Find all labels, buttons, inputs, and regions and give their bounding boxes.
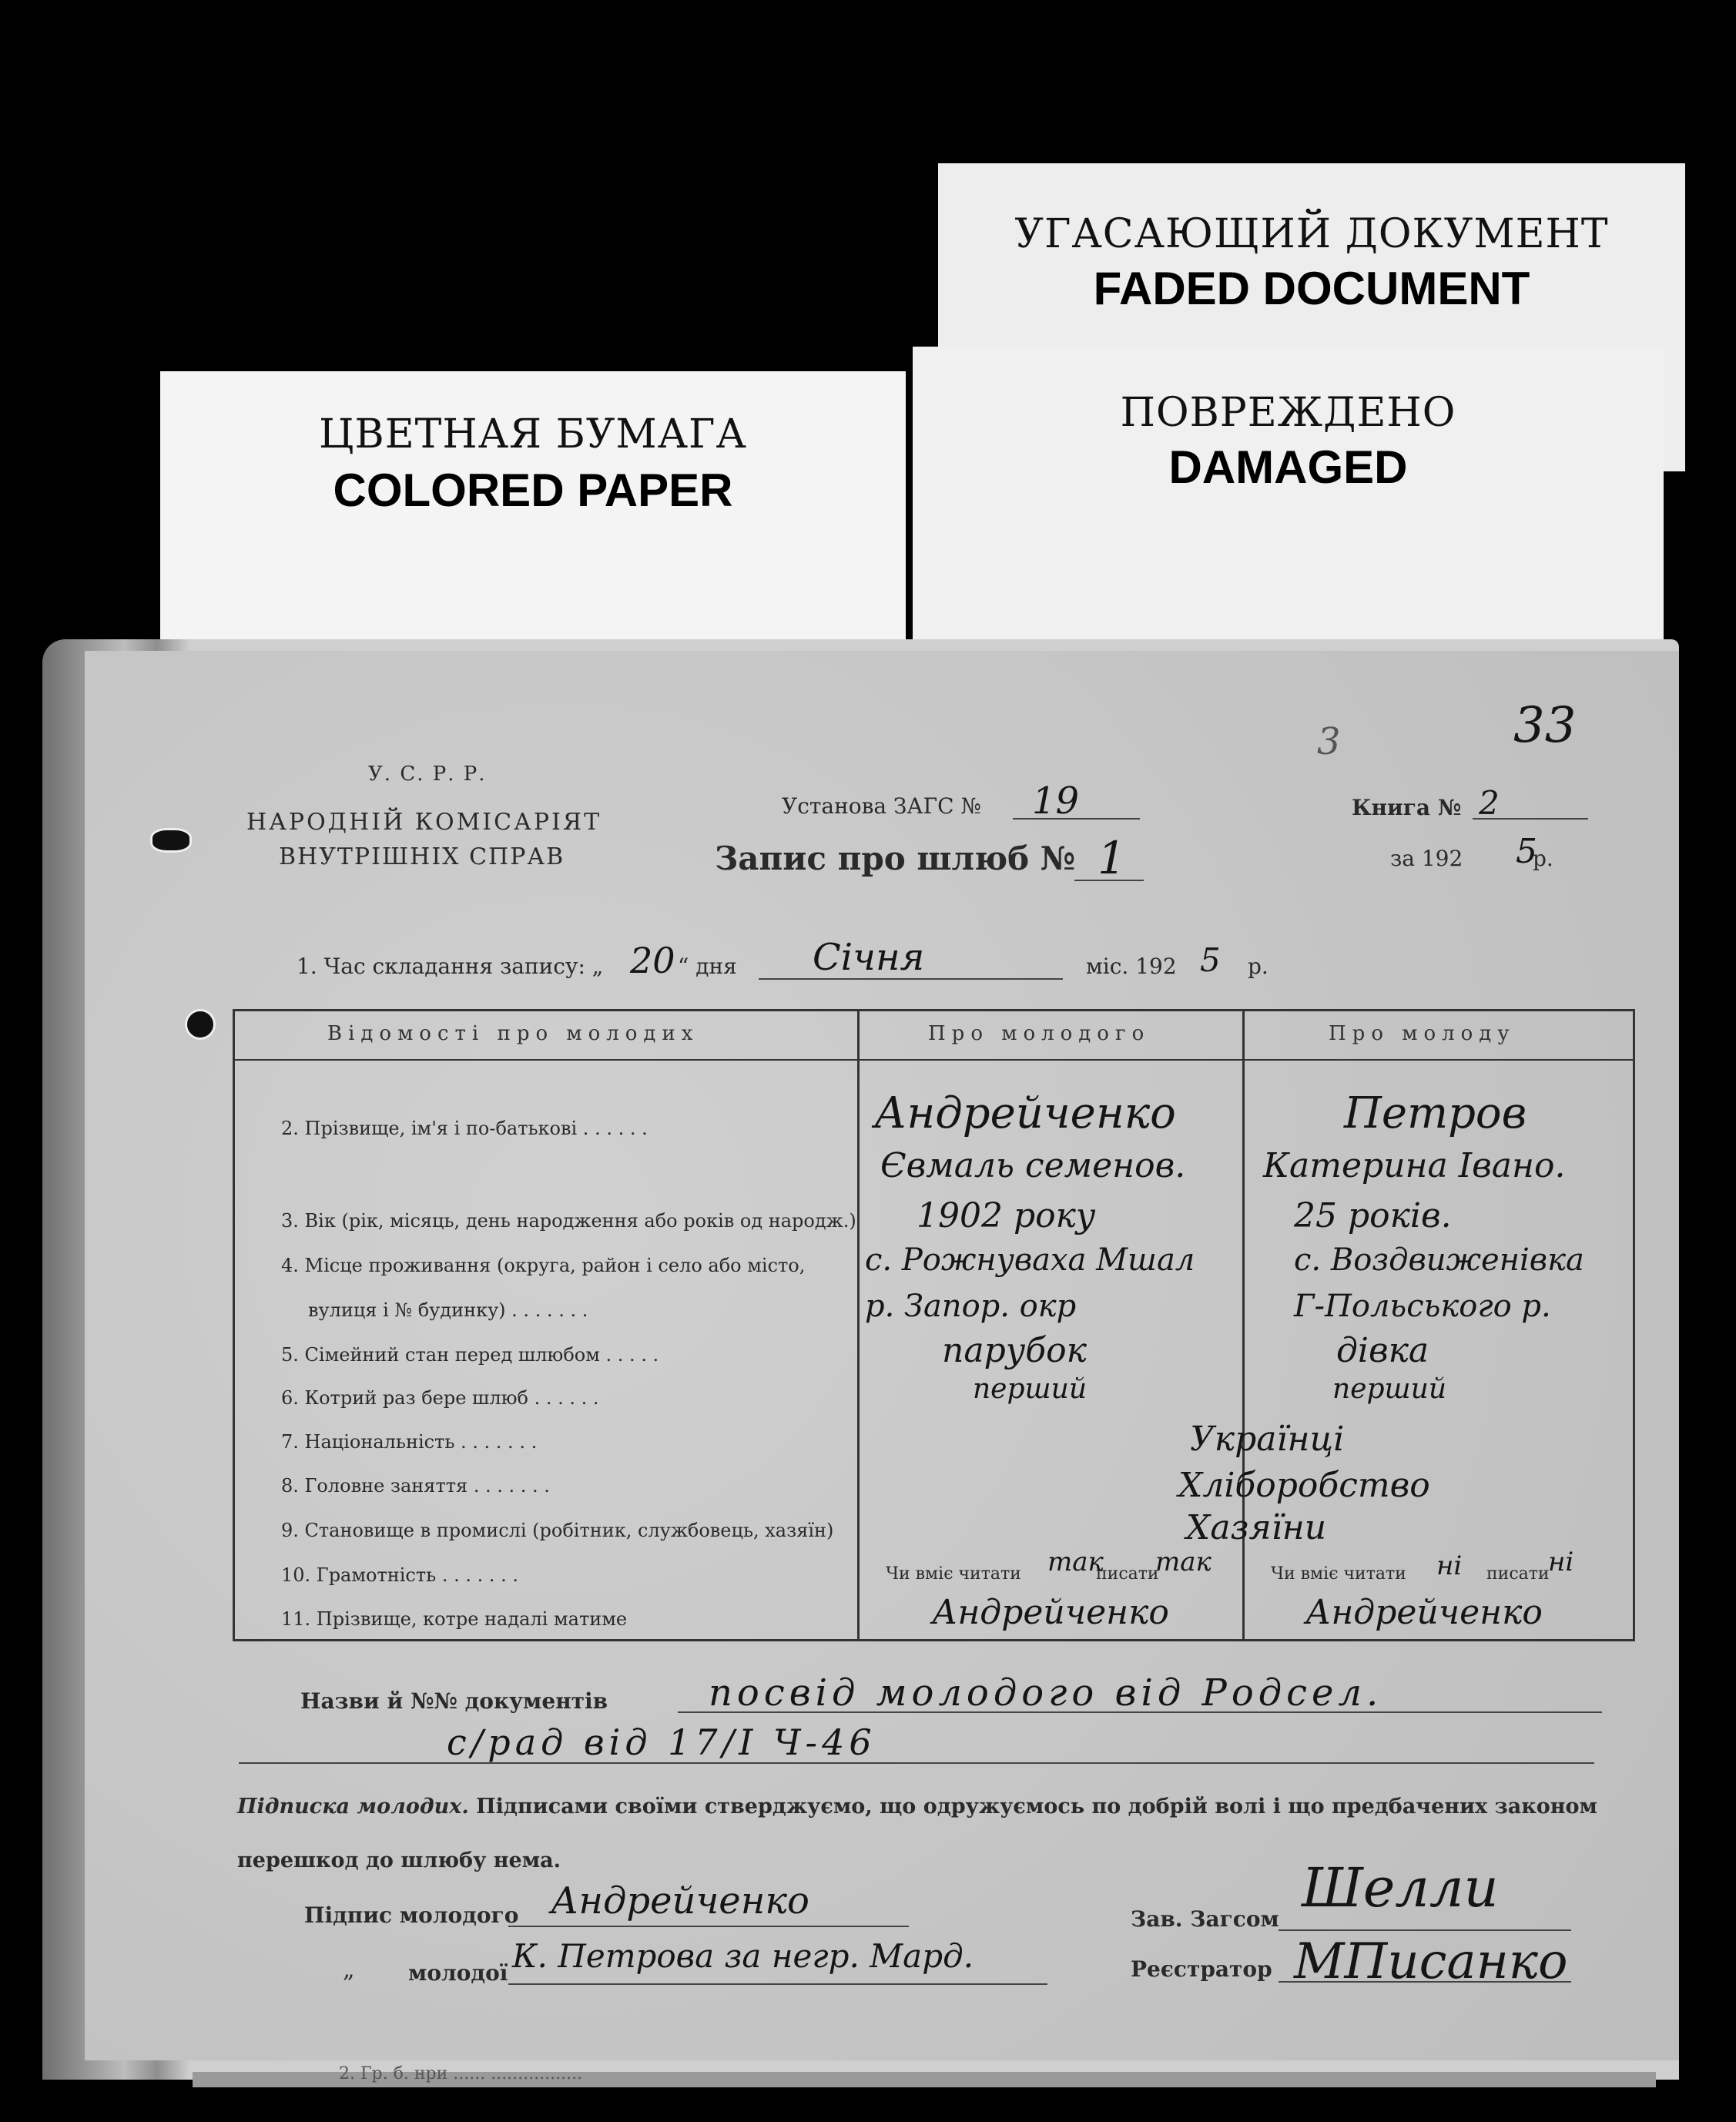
col-header-groom: Про молодого — [928, 1022, 1151, 1045]
bride-literacy-write: ні — [1548, 1547, 1574, 1577]
groom-signature-label: Підпис молодого — [304, 1902, 519, 1928]
bride-signature-label: молодої — [408, 1960, 508, 1986]
page-mark: 3 — [1317, 720, 1341, 763]
row-label-residence-cont: вулиця і № будинку) . . . . . . . — [308, 1299, 588, 1321]
record-year-suffix: р. — [1248, 954, 1268, 979]
book-label: Книга № — [1352, 795, 1462, 820]
bride-literacy-read: ні — [1436, 1550, 1463, 1581]
row-label-position: 9. Становище в промислі (робітник, службовець, хазяїн) — [281, 1520, 834, 1541]
page-number: 33 — [1513, 697, 1577, 754]
bride-residence1: с. Воздвиженівка — [1294, 1242, 1584, 1278]
head-zags-label: Зав. Загсом — [1131, 1906, 1279, 1932]
ussr-heading: У. С. Р. Р. — [368, 763, 487, 786]
bride-surname: Петров — [1344, 1088, 1527, 1138]
row-label-residence: 4. Місце проживання (округа, район і село або місто, — [281, 1255, 806, 1276]
record-month: Січня — [813, 936, 925, 979]
faded-label-ru: УГАСАЮЩИЙ ДОКУМЕНТ — [1014, 211, 1609, 257]
groom-times: перший — [973, 1373, 1088, 1405]
bride-signature: К. Петрова за негр. Мард. — [512, 1937, 974, 1975]
groom-name: Євмаль семенов. — [880, 1146, 1186, 1185]
col-header-info: Відомості про молодих — [327, 1022, 699, 1045]
bride-signature-line — [508, 1983, 1047, 1985]
record-time-label: 1. Час складання запису: „ — [297, 954, 604, 979]
record-day: 20 — [630, 940, 675, 981]
groom-residence1: с. Рожнуваха Мшал — [865, 1242, 1195, 1278]
row-label-marriage-count: 6. Котрий раз бере шлюб . . . . . . — [281, 1387, 599, 1409]
binding-hole — [150, 828, 192, 853]
commissariat-line2: ВНУТРІШНІХ СПРАВ — [279, 843, 565, 870]
groom-signature: Андрейченко — [551, 1879, 809, 1923]
year-suffix: р. — [1533, 846, 1553, 871]
shared-nationality: Українці — [1190, 1420, 1345, 1459]
book-number: 2 — [1479, 784, 1500, 822]
record-day-suffix: “ дня — [678, 954, 737, 979]
groom-surname: Андрейченко — [874, 1088, 1176, 1138]
registrar-label: Реєстратор — [1131, 1956, 1272, 1982]
declaration-title: Підписка молодих. — [237, 1795, 469, 1819]
groom-future-surname: Андрейченко — [932, 1593, 1169, 1632]
row-label-nationality: 7. Національність . . . . . . . — [281, 1431, 538, 1453]
damaged-card — [913, 347, 1664, 670]
groom-signature-line — [508, 1926, 909, 1927]
documents-label: Назви й №№ документів — [300, 1688, 608, 1714]
faded-label-en: FADED DOCUMENT — [1093, 263, 1530, 314]
shared-position: Хазяїни — [1186, 1508, 1327, 1547]
groom-literacy-write-label: писати — [1096, 1564, 1159, 1584]
bride-name: Катерина Івано. — [1263, 1146, 1566, 1185]
bride-future-surname: Андрейченко — [1305, 1593, 1543, 1632]
groom-age: 1902 року — [917, 1196, 1096, 1235]
declaration — [237, 1795, 1597, 1819]
damaged-label-ru: ПОВРЕЖДЕНО — [1120, 390, 1456, 436]
bride-residence2: Г-Польського р. — [1294, 1289, 1551, 1324]
col-header-bride: Про молоду — [1329, 1022, 1516, 1045]
record-title: Запис про шлюб № — [715, 840, 1076, 877]
bride-literacy-label: Чи вміє читати — [1271, 1564, 1406, 1584]
colored-paper-card — [160, 371, 906, 679]
record-year-digit: 5 — [1200, 941, 1221, 979]
declaration-text: Підписами своїми стверджуємо, що одружуємось по добрій волі і що предбачених законом — [468, 1795, 1597, 1819]
record-month-suffix: міс. 192 — [1086, 954, 1177, 979]
zags-number: 19 — [1032, 779, 1080, 823]
row-label-family-status: 5. Сімейний стан перед шлюбом . . . . . — [281, 1344, 659, 1366]
record-number: 1 — [1098, 832, 1126, 884]
year-prefix: за 192 — [1390, 846, 1463, 871]
groom-literacy-write: так — [1155, 1547, 1212, 1577]
commissariat-line1: НАРОДНІЙ КОМІСАРІЯТ — [246, 809, 602, 836]
head-signature-line — [1279, 1929, 1571, 1931]
bride-times: перший — [1332, 1373, 1447, 1405]
bride-literacy-write-label: писати — [1486, 1564, 1550, 1584]
bride-age: 25 років. — [1294, 1196, 1452, 1235]
registrar-signature: МПисанко — [1294, 1933, 1568, 1990]
marriage-record-table — [233, 1009, 1635, 1641]
groom-status: парубок — [942, 1331, 1087, 1370]
year-digit: 5 — [1516, 832, 1537, 871]
documents-line1: посвід молодого від Родсел. — [709, 1671, 1383, 1715]
damaged-label-en: DAMAGED — [1168, 441, 1408, 493]
bride-status: дівка — [1336, 1331, 1429, 1370]
shared-occupation: Хліборобство — [1178, 1466, 1430, 1505]
declaration-text-2: перешкод до шлюбу нема. — [237, 1849, 561, 1872]
binding-hole — [185, 1009, 216, 1040]
next-page-cut-text: 2. Гр. б. нри ...... ................. — [339, 2064, 583, 2083]
head-zags-signature: Шелли — [1302, 1856, 1499, 1919]
row-label-future-surname: 11. Прізвище, котре надалі матиме — [281, 1608, 628, 1630]
documents-underline-2 — [239, 1762, 1594, 1764]
row-label-name: 2. Прізвище, ім'я і по-батькові . . . . . . — [281, 1118, 648, 1139]
row-label-occupation: 8. Головне заняття . . . . . . . — [281, 1475, 550, 1497]
row-label-age: 3. Вік (рік, місяць, день народження або років од народж.) — [281, 1210, 856, 1232]
row-label-literacy: 10. Грамотність . . . . . . . — [281, 1564, 519, 1586]
documents-line2: с/рад від 17/I Ч-46 — [447, 1721, 876, 1763]
colored-label-en: COLORED PAPER — [333, 464, 733, 516]
zags-label: Установа ЗАГС № — [782, 793, 981, 819]
groom-literacy-read: так — [1047, 1547, 1104, 1577]
groom-residence2: р. Запор. окр — [865, 1289, 1077, 1324]
column-divider — [857, 1011, 860, 1639]
colored-label-ru: ЦВЕТНАЯ БУМАГА — [319, 411, 747, 458]
groom-literacy-label: Чи вміє читати — [886, 1564, 1021, 1584]
bride-ditto-mark: „ — [343, 1956, 355, 1983]
header-divider — [235, 1059, 1633, 1061]
